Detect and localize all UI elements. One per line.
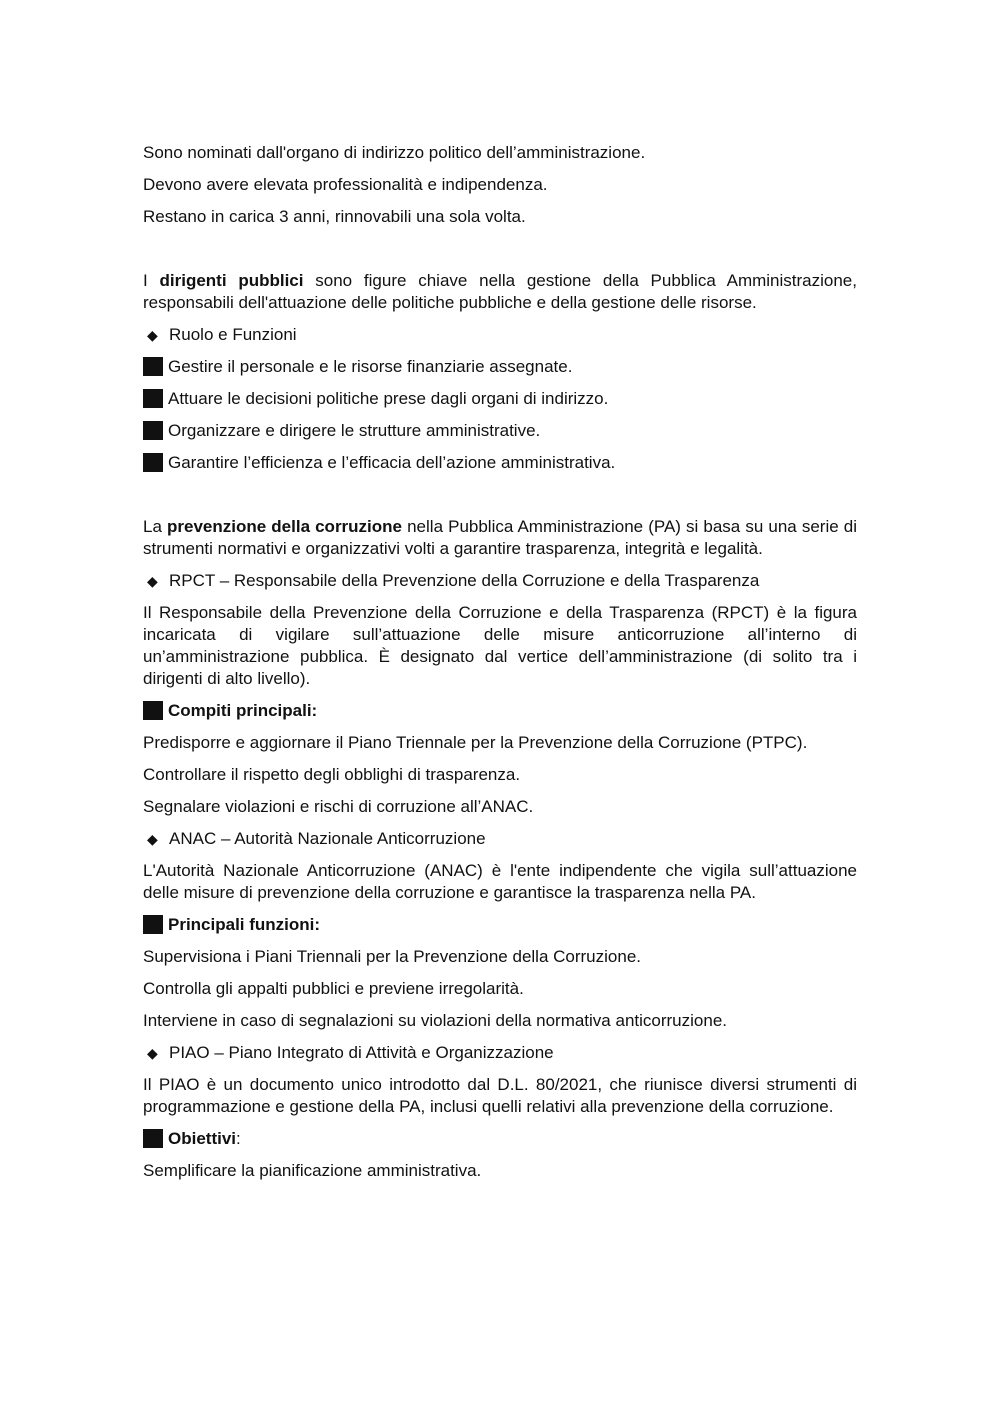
dirigenti-pre: I (143, 271, 160, 290)
page-content (143, 142, 857, 1192)
diamond-bullet-icon: ◆ (147, 573, 158, 589)
rpct-sub-heading-text: Compiti principali: (168, 701, 318, 720)
piao-heading-text: PIAO – Piano Integrato di Attività e Organizzazione (169, 1043, 554, 1062)
square-bullet-icon (143, 421, 163, 440)
square-bullet-icon (143, 389, 163, 408)
ruolo-heading (143, 324, 857, 346)
piao-sub-heading-suffix: : (236, 1129, 241, 1148)
square-bullet-icon (143, 915, 163, 934)
square-bullet-icon (143, 1129, 163, 1148)
anac-sub-heading-text: Principali funzioni: (168, 915, 321, 934)
prevenzione-bold-term: prevenzione della corruzione (167, 517, 403, 536)
dirigenti-post: sono figure chiave nella gestione della Pubblica Amministrazione, responsabili dell'attuazione delle politiche pubbliche e della gestione delle risorse. (143, 271, 857, 312)
anac-function: Interviene in caso di segnalazioni su violazioni della normativa anticorruzione. (143, 1011, 727, 1030)
diamond-bullet-icon: ◆ (147, 1045, 158, 1061)
ruolo-heading-text: Ruolo e Funzioni (169, 325, 297, 344)
piao-heading (143, 1042, 857, 1064)
rpct-heading (143, 570, 857, 592)
piao-sub-heading (143, 1128, 857, 1150)
piao-objective: Semplificare la pianificazione amministrativa. (143, 1161, 482, 1180)
piao-paragraph: Il PIAO è un documento unico introdotto dal D.L. 80/2021, che riunisce diversi strumenti di programmazione e gestione della PA, inclusi quelli relativi alla prevenzione della corruzione. (143, 1075, 857, 1116)
dirigenti-paragraph (143, 270, 857, 314)
intro-line-1: Sono nominati dall'organo di indirizzo politico dell’amministrazione. (143, 143, 646, 162)
rpct-sub-heading (143, 700, 857, 722)
diamond-bullet-icon: ◆ (147, 831, 158, 847)
prevenzione-post: nella Pubblica Amministrazione (PA) si basa su una serie di strumenti normativi e organizzativi volti a garantire trasparenza, integrità e legalità. (143, 517, 857, 558)
ruolo-item-text: Organizzare e dirigere le strutture amministrative. (168, 421, 541, 440)
anac-heading (143, 828, 857, 850)
piao-sub-heading-text: Obiettivi (168, 1129, 237, 1148)
square-bullet-icon (143, 701, 163, 720)
intro-line-3: Restano in carica 3 anni, rinnovabili una sola volta. (143, 207, 526, 226)
square-bullet-icon (143, 357, 163, 376)
ruolo-item-text: Gestire il personale e le risorse finanziarie assegnate. (168, 357, 573, 376)
ruolo-item (143, 420, 857, 442)
intro-line-2: Devono avere elevata professionalità e indipendenza. (143, 175, 548, 194)
ruolo-item (143, 356, 857, 378)
rpct-task: Predisporre e aggiornare il Piano Triennale per la Prevenzione della Corruzione (PTPC). (143, 733, 808, 752)
anac-sub-heading (143, 914, 857, 936)
square-bullet-icon (143, 453, 163, 472)
section-gap (143, 484, 857, 516)
rpct-paragraph: Il Responsabile della Prevenzione della Corruzione e della Trasparenza (RPCT) è la figura incaricata di vigilare sull’attuazione delle misure anticorruzione all’interno di un’amministrazione pubblica. È designato dal vertice dell’amministrazione (di solito tra i dirigenti di alto livello). (143, 603, 857, 688)
anac-paragraph: L'Autorità Nazionale Anticorruzione (ANAC) è l'ente indipendente che vigila sull’attuazione delle misure di prevenzione della corruzione e garantisce la trasparenza nella PA. (143, 861, 857, 902)
rpct-task: Controllare il rispetto degli obblighi di trasparenza. (143, 765, 521, 784)
prevenzione-paragraph (143, 516, 857, 560)
ruolo-item (143, 452, 857, 474)
rpct-task: Segnalare violazioni e rischi di corruzione all’ANAC. (143, 797, 534, 816)
ruolo-item-text: Attuare le decisioni politiche prese dagli organi di indirizzo. (168, 389, 609, 408)
ruolo-item (143, 388, 857, 410)
prevenzione-pre: La (143, 517, 167, 536)
section-gap (143, 238, 857, 270)
diamond-bullet-icon: ◆ (147, 327, 158, 343)
ruolo-item-text: Garantire l’efficienza e l’efficacia dell’azione amministrativa. (168, 453, 616, 472)
anac-function: Controlla gli appalti pubblici e previene irregolarità. (143, 979, 524, 998)
anac-heading-text: ANAC – Autorità Nazionale Anticorruzione (169, 829, 486, 848)
rpct-heading-text: RPCT – Responsabile della Prevenzione della Corruzione e della Trasparenza (169, 571, 760, 590)
anac-function: Supervisiona i Piani Triennali per la Prevenzione della Corruzione. (143, 947, 641, 966)
dirigenti-bold-term: dirigenti pubblici (159, 271, 304, 290)
